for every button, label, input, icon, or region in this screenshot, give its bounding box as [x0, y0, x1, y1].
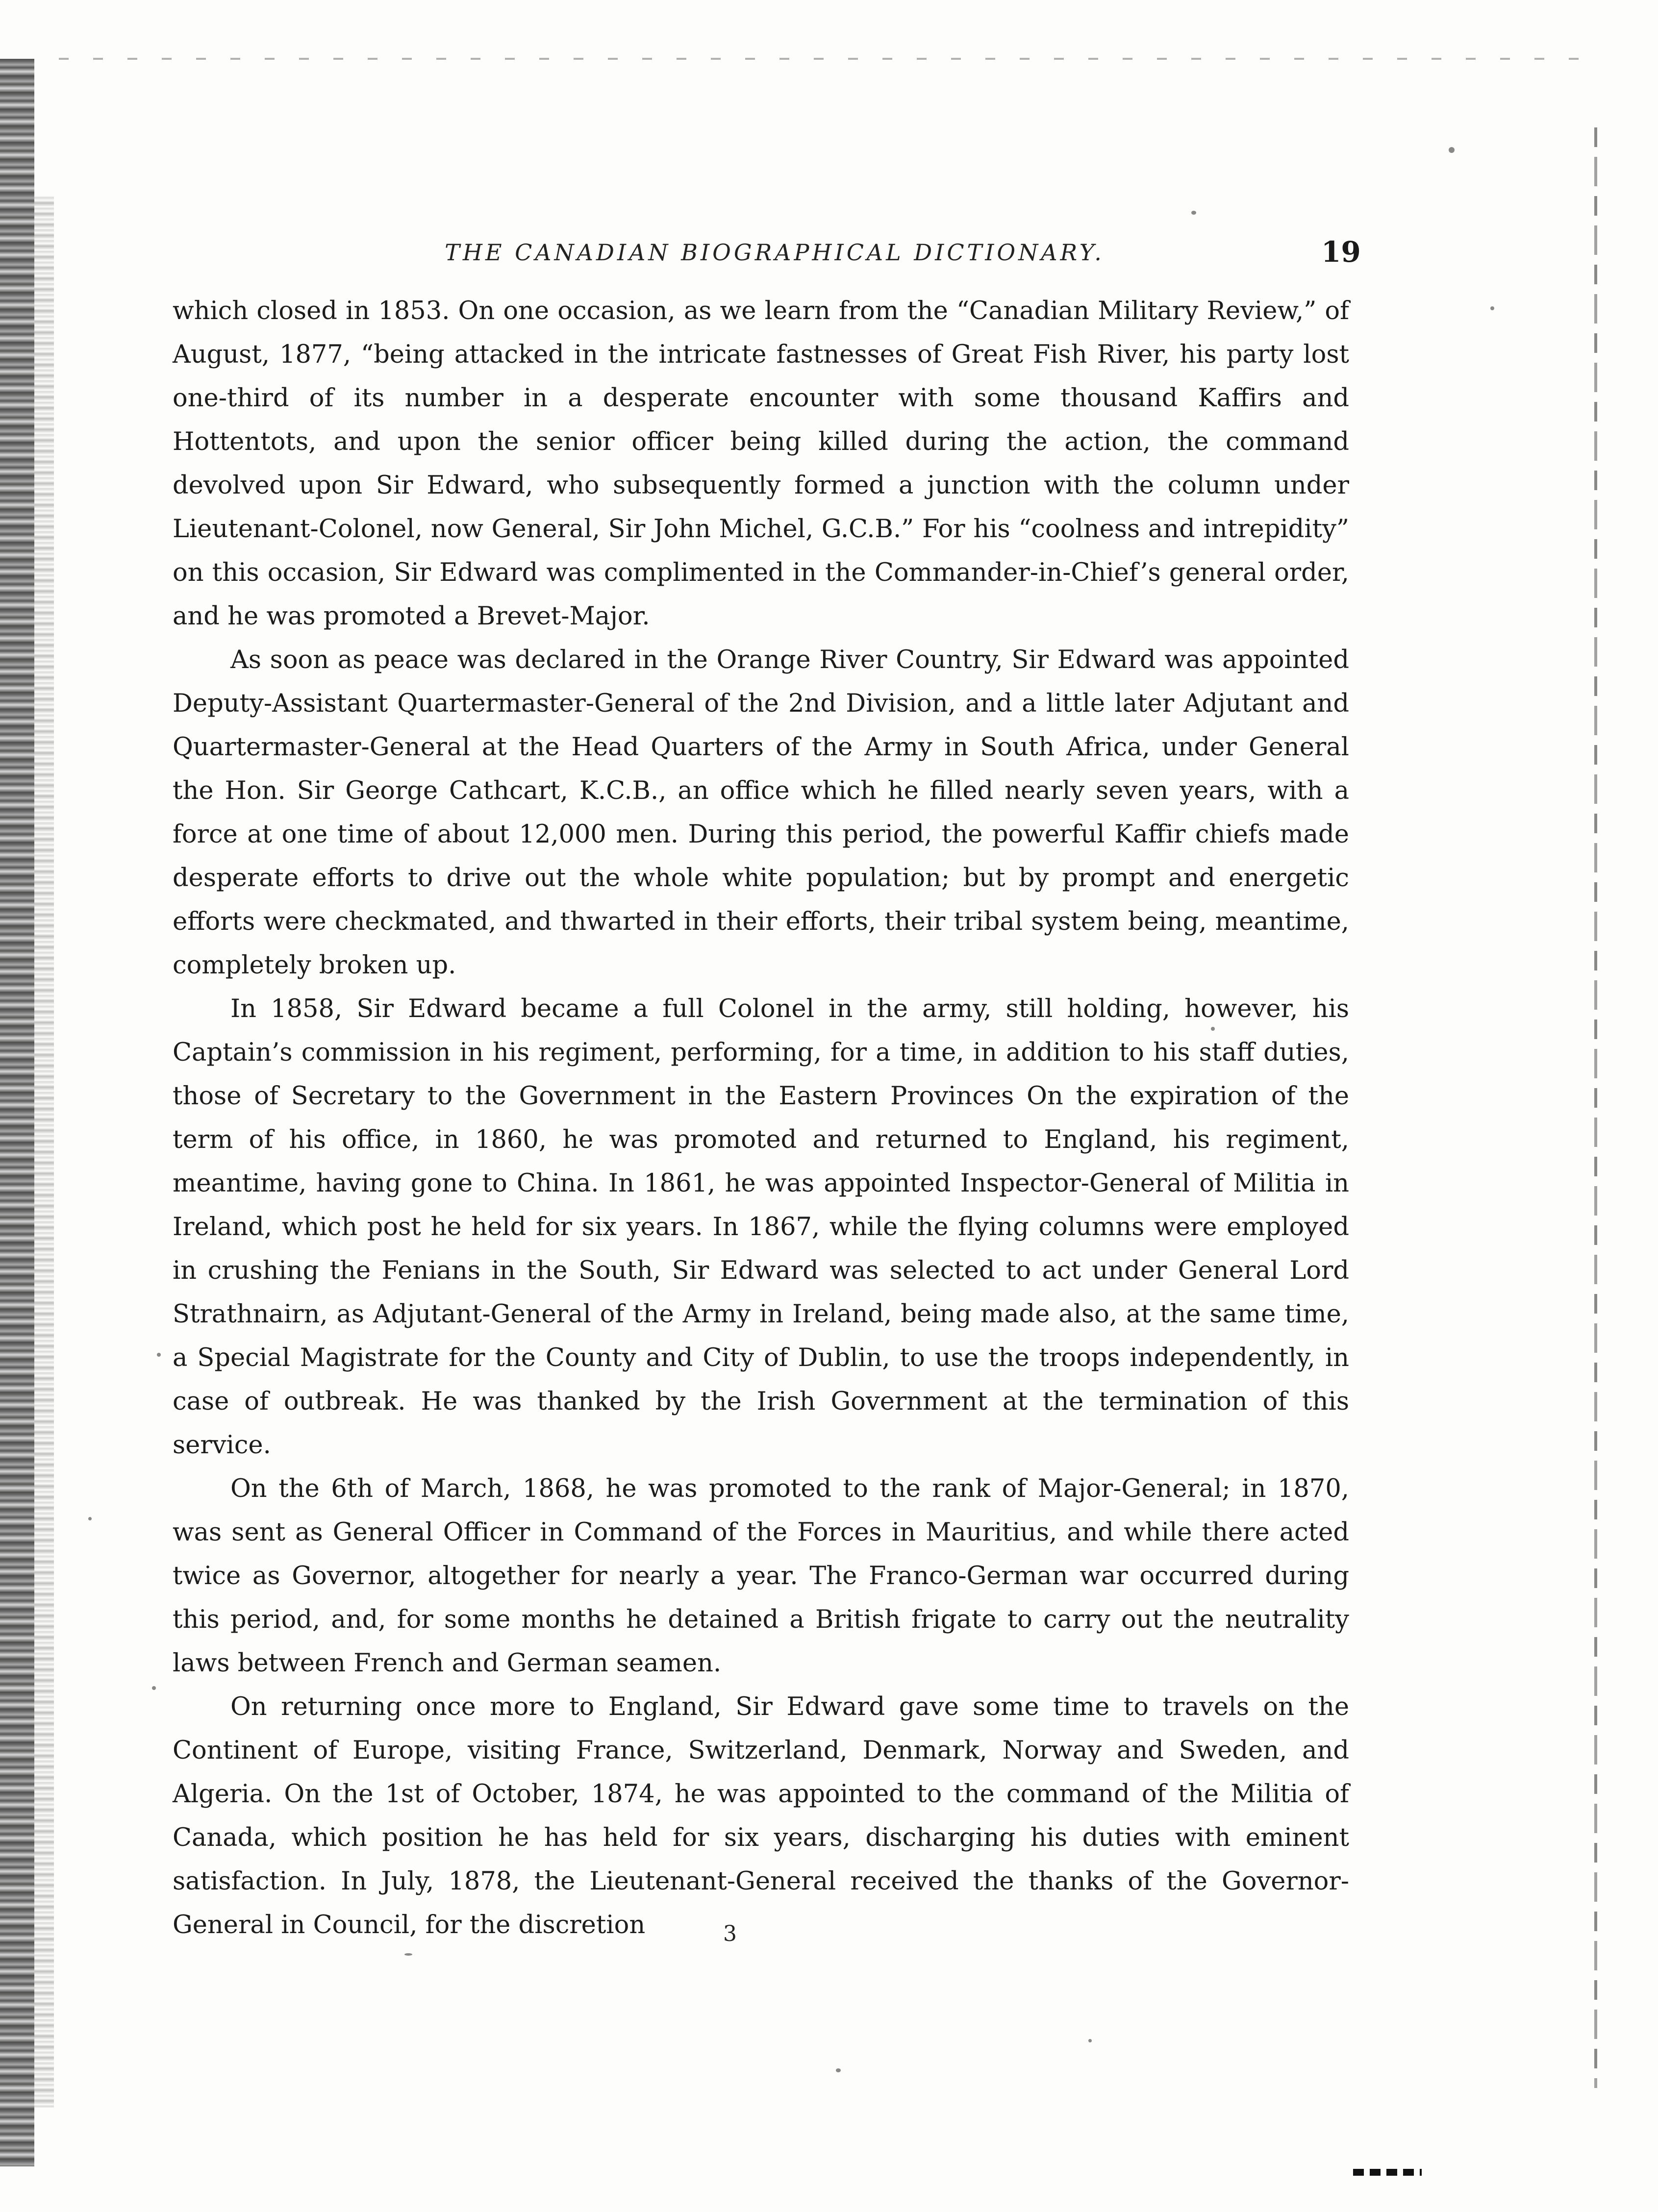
paragraph-1: which closed in 1853. On one occasion, as we learn from the “Canadian Military Review,” of August, 1877, “being attacked in the intricate fastnesses of Great Fish River, his party lost one-third of its number in a desperate encounter with some thousand Kaffirs and Hottentots, and upon the senior officer being killed during the action, the command devolved upon Sir Edward, who subsequently formed a junction with the column under Lieutenant-Colonel, now General, Sir John Michel, G.C.B.” For his “coolness and intrepidity” on this occasion, Sir Edward was complimented in the Commander-in-Chief’s general order, and he was promoted a Brevet-Major. [173, 297, 1349, 631]
paragraph-4: On the 6th of March, 1868, he was promoted to the rank of Major-General; in 1870, was sent as General Officer in Command of the Forces in Mauritius, and while there acted twice as Governor, altogether for nearly a year. The Franco-German war occurred during this period, and, for some months he detained a British frigate to carry out the neutrality laws between French and German seamen. [173, 1474, 1349, 1678]
paragraph-2: As soon as peace was declared in the Orange River Country, Sir Edward was appointed Deputy-Assistant Quartermaster-General of the 2nd Division, and a little later Adjutant and Quartermaster-General at the Head Quarters of the Army in South Africa, under General the Hon. Sir George Cathcart, K.C.B., an office which he filled nearly seven years, with a force at one time of about 12,000 men. During this period, the powerful Kaffir chiefs made desperate efforts to drive out the whole white population; but by prompt and energetic efforts were checkmated, and thwarted in their efforts, their tribal system being, meantime, completely broken up. [173, 646, 1349, 980]
body-text [173, 289, 1349, 1947]
scan-speck [1490, 306, 1494, 310]
page-number: 19 [1321, 235, 1361, 269]
scan-speck [1088, 2039, 1092, 2042]
scan-speck [88, 1517, 92, 1520]
scan-edge-shadow-left [0, 59, 34, 2166]
scan-speck [836, 2068, 841, 2072]
scan-speck [157, 1353, 161, 1357]
scan-speck [404, 1953, 412, 1956]
scan-edge-shadow-right [1594, 127, 1597, 2088]
scan-speck [1449, 147, 1455, 153]
scan-edge-noise-left [34, 196, 54, 2108]
signature-mark: 3 [723, 1921, 737, 1946]
scan-top-border [59, 58, 1603, 60]
paragraph-3: In 1858, Sir Edward became a full Colonel in the army, still holding, however, his Captain’s commission in his regiment, performing, for a time, in addition to his staff duties, those of Secretary to the Government in the Eastern Provinces On the expiration of the term of his office, in 1860, he was promoted and returned to England, his regiment, meantime, having gone to China. In 1861, he was appointed Inspector-General of Militia in Ireland, which post he held for six years. In 1867, while the flying columns were employed in crushing the Fenians in the South, Sir Edward was selected to act under General Lord Strathnairn, as Adjutant-General of the Army in Ireland, being made also, at the same time, a Special Magistrate for the County and City of Dublin, to use the troops independently, in case of outbreak. He was thanked by the Irish Government at the termination of this service. [173, 994, 1349, 1460]
scan-speck [1191, 211, 1196, 215]
paragraph-5: On returning once more to England, Sir Edward gave some time to travels on the Continent of Europe, visiting France, Switzerland, Denmark, Norway and Sweden, and Algeria. On the 1st of October, 1874, he was appointed to the command of the Militia of Canada, which position he has held for six years, discharging his duties with eminent satisfaction. In July, 1878, the Lieutenant-General received the thanks of the Governor-General in Council, for the discretion [173, 1692, 1349, 1939]
scan-bottom-marks [1353, 2169, 1422, 2176]
running-head: THE CANADIAN BIOGRAPHICAL DICTIONARY. [445, 239, 1105, 266]
scan-speck [152, 1686, 156, 1690]
